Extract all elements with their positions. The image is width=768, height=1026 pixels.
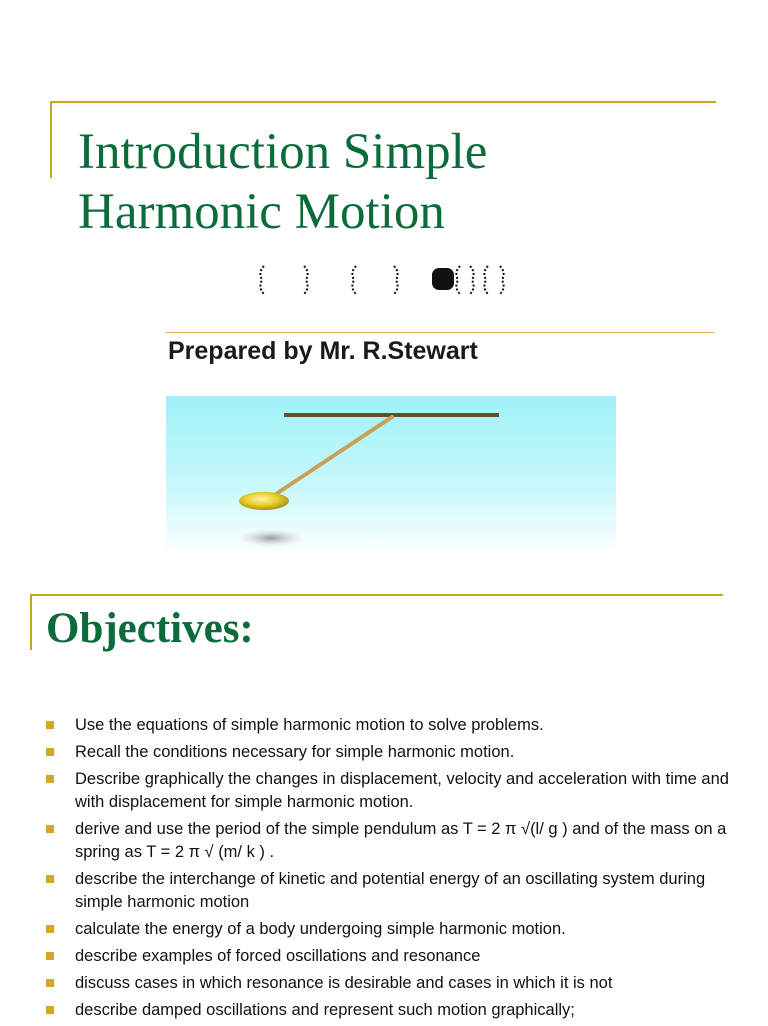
list-item — [46, 868, 736, 914]
list-item-text: discuss cases in which resonance is desirable and cases in which it is not — [75, 974, 613, 992]
list-item — [46, 714, 736, 737]
list-item-text: Describe graphically the changes in displacement, velocity and acceleration with time and with displacement for simple harmonic motion. — [75, 770, 729, 811]
list-item-text: describe damped oscillations and represent such motion graphically; — [75, 1001, 575, 1019]
bullet-square-icon — [46, 1006, 54, 1014]
brace-glyph-icon — [484, 266, 488, 294]
pendulum-bob — [239, 492, 289, 510]
bullet-square-icon — [46, 875, 54, 883]
slide1-frame-top-line — [50, 101, 716, 103]
bullet-square-icon — [46, 952, 54, 960]
list-item — [46, 945, 736, 968]
slide-title-line-2: Harmonic Motion — [78, 184, 445, 240]
pendulum-shadow — [238, 529, 304, 547]
slide2-frame-left-line — [30, 594, 32, 650]
list-item — [46, 972, 736, 995]
slide-title — [78, 122, 487, 242]
brace-glyph-icon — [260, 266, 264, 294]
subtitle-divider — [166, 332, 714, 333]
brace-glyph-icon — [456, 266, 460, 294]
bullet-square-icon — [46, 721, 54, 729]
brace-glyph-icon — [470, 266, 474, 294]
list-item-text: Recall the conditions necessary for simple harmonic motion. — [75, 743, 515, 761]
list-item-text: derive and use the period of the simple pendulum as T = 2 π √(l/ g ) and of the mass on a spring as T = 2 π √ (m/ k ) . — [75, 820, 727, 861]
list-item — [46, 918, 736, 941]
list-item-text: calculate the energy of a body undergoing simple harmonic motion. — [75, 920, 566, 938]
bullet-square-icon — [46, 775, 54, 783]
filled-square-glyph-icon — [432, 268, 454, 290]
list-item — [46, 768, 736, 814]
bullet-square-icon — [46, 925, 54, 933]
slide-title-line-1: Introduction Simple — [78, 124, 488, 180]
bullet-square-icon — [46, 748, 54, 756]
pendulum-illustration — [166, 396, 616, 556]
pendulum-icon — [166, 396, 616, 556]
objectives-list — [46, 714, 736, 1026]
symbol-glyphs-icon — [256, 264, 516, 296]
brace-glyph-icon — [352, 266, 356, 294]
list-item-text: describe the interchange of kinetic and potential energy of an oscillating system during simple harmonic motion — [75, 870, 706, 911]
bullet-square-icon — [46, 825, 54, 833]
objectives-heading: Objectives: — [46, 605, 254, 652]
slide2-frame-top-line — [30, 594, 723, 596]
brace-glyph-icon — [304, 266, 308, 294]
brace-glyph-icon — [394, 266, 398, 294]
author-credit: Prepared by Mr. R.Stewart — [168, 337, 478, 365]
list-item — [46, 999, 736, 1022]
list-item-text: Use the equations of simple harmonic motion to solve problems. — [75, 716, 544, 734]
brace-glyph-icon — [500, 266, 504, 294]
objectives-slide — [0, 590, 768, 1024]
slide1-frame-left-line — [50, 101, 52, 178]
list-item-text: describe examples of forced oscillations and resonance — [75, 947, 481, 965]
list-item — [46, 818, 736, 864]
list-item — [46, 741, 736, 764]
bullet-square-icon — [46, 979, 54, 987]
pendulum-rod — [270, 417, 392, 498]
